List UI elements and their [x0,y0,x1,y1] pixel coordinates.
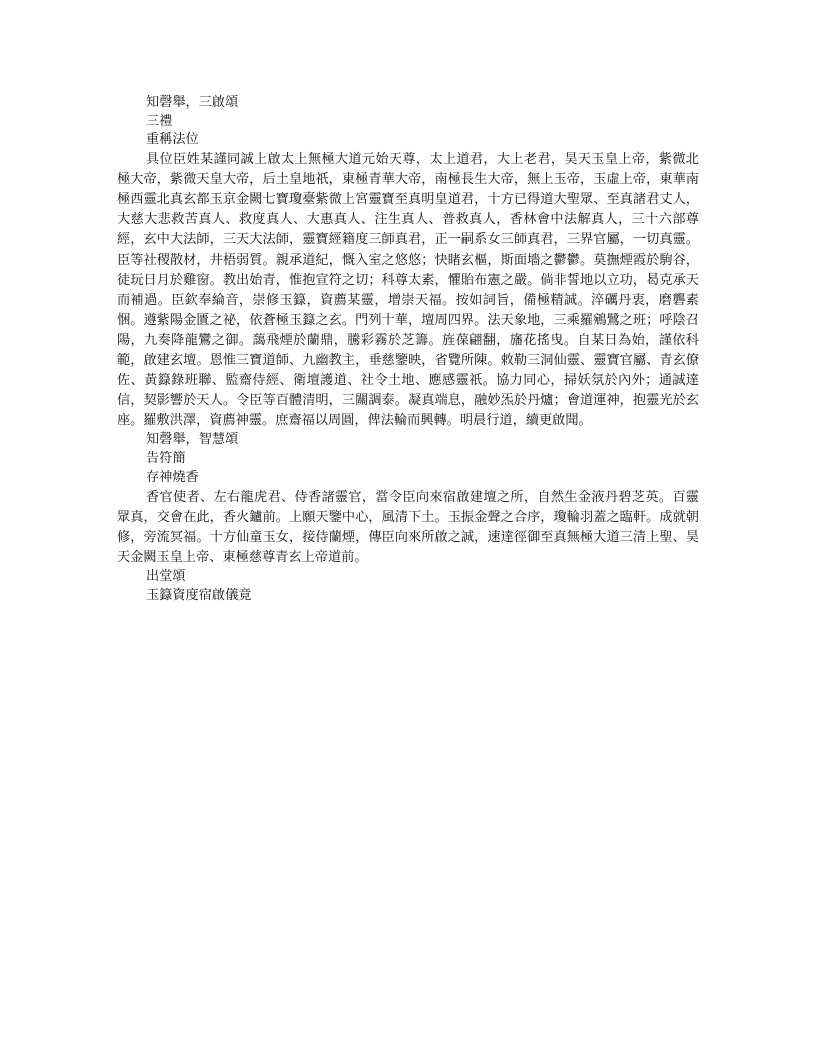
section-heading: 知磬舉，智慧頌 [146,432,239,448]
section-heading: 告符簡 [146,451,186,467]
document-page [117,94,699,605]
section-heading: 存神燒香 [146,469,199,485]
body-paragraph: 具位臣姓某謹同誠上啟太上無極大道元始天尊，太上道君，大上老君，昊天玉皇上帝，紫微北極大帝，紫微天皇大帝，后土皇地祇，東極青華大帝，南極長生大帝，無上玉帝，玉虛上帝，東華南極西靈北真玄都玉京金闕七寶瓊臺紫微上宮靈寶至真明皇道君，十方已得道大聖眾、至真諸君丈人，大慈大悲救苦真人、救度真人、大惠真人、注生真人、普救真人，香林會中法解真人，三十六部尊經，玄中大法師，三天大法師，靈寶經籍度三師真君，正一嗣系女三師真君，三界官屬，一切真靈。臣等社稷散材，井梧弱質。親承道紀，慨入室之悠悠；快睹玄樞，斯面墻之鬱鬱。莫撫煙霞於駒谷，徒玩日月於雞窗。教出始青，惟抱宣符之切；科尊太素，懼貽布憲之嚴。倘非誓地以立功，曷克承天而補過。臣欽奉綸音，崇修玉籙，資薦某靈，增崇天福。按如詞旨，備極精誠。淬礪丹衷，磨礱素悃。遵紫陽金匱之祕，依蒼極玉籙之玄。門列十華，壇周四界。法天象地，三乘羅鵷鷺之班；呼陰召陽，九奏降龍鸞之御。藹飛煙於蘭鼎，騰彩霧於芝籌。旌葆翩翻，旛花搖曳。自某日為始，謹依科範，啟建玄壇。恩惟三寶道師、九幽教主，垂慈鑒映，省覽所陳。敕勒三洞仙靈、靈寶官屬、青玄僚佐、黃籙錄班聯、監齋侍經、衛壇護道、社令土地、應感靈祇。協力同心，掃妖氛於內外；通誠達信，契影響於天人。令臣等百體清明，三關調泰。凝真端息，融妙炁於丹爐；會道運神，抱靈光於玄座。羅敷洪澤，資薦神靈。庶齋福以周圓，俾法輪而興轉。明晨行道，續更啟聞。 [117,152,699,429]
section-heading: 知磬舉，三啟頌 [146,95,239,110]
section-heading: 三禮 [146,113,173,129]
section-heading: 出堂頌 [146,568,186,584]
body-paragraph: 香官使者、左右龍虎君、侍香諸靈官，當令臣向來宿啟建壇之所，自然生金液丹碧芝英。百靈眾真，交會在此，香火鑪前。上願天鑒中心，風清下土。玉振金聲之合序，瓊輪羽蓋之臨軒。成就朝修，旁流冥福。十方仙童玉女，接侍蘭煙，傳臣向來所啟之誠，速達徑御至真無極大道三清上聖、昊天金闕玉皇上帝、東極慈尊青玄上帝道前。 [117,489,699,565]
section-heading: 玉籙資度宿啟儀竟 [146,587,252,603]
section-heading: 重稱法位 [146,132,199,148]
